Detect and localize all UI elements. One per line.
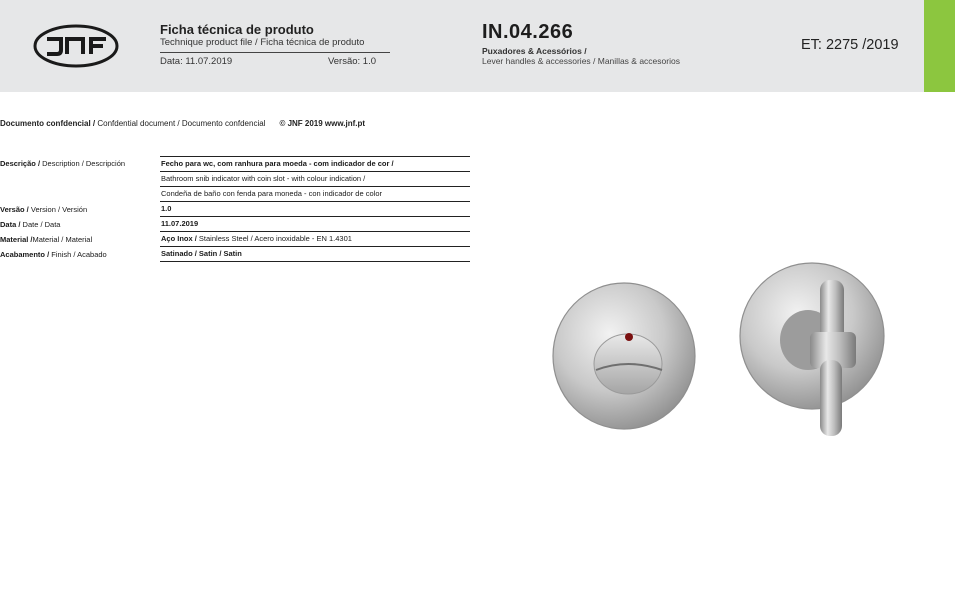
spec-label-empty: [0, 172, 160, 187]
spec-label-bold: Acabamento /: [0, 250, 50, 259]
reference-block: [482, 20, 782, 66]
jnf-logo: [33, 23, 119, 69]
spec-label-rest: Finish / Acabado: [49, 250, 107, 259]
product-category: Puxadores & Acessórios /: [482, 46, 587, 56]
document-date: Data: 11.07.2019: [160, 56, 233, 67]
snib-rose: [740, 263, 884, 436]
spec-label-version: [0, 202, 160, 217]
copyright: © JNF 2019 www.jnf.pt: [279, 119, 366, 128]
spec-label-rest: Version / Versión: [28, 205, 88, 214]
spec-label-rest: Description / Descripción: [40, 159, 126, 168]
product-category-sub: Lever handles & accessories / Manillas & accesorios: [482, 56, 680, 66]
spec-label-material: [0, 232, 160, 247]
spec-row-description: [0, 156, 470, 172]
spec-label-bold: Material /: [0, 235, 33, 244]
confidential-label: Documento confdencial /: [0, 119, 96, 128]
spec-row-version: [0, 202, 470, 217]
et-reference: ET: 2275 /2019: [801, 37, 899, 53]
document-title: Ficha técnica de produto: [160, 22, 314, 37]
spec-label-rest: Material / Material: [32, 235, 93, 244]
product-code: IN.04.266: [482, 21, 574, 43]
indicator-rose: [553, 283, 695, 429]
header: [0, 0, 955, 92]
spec-label-description: [0, 156, 160, 172]
spec-row-description-en: [0, 172, 470, 187]
spec-label-bold: Data /: [0, 220, 21, 229]
spec-table: [0, 156, 470, 262]
spec-value-description-pt: Fecho para wc, com ranhura para moeda - com indicador de cor /: [160, 156, 470, 172]
spec-value-material: [160, 232, 470, 247]
spec-label-bold: Descrição /: [0, 159, 41, 168]
spec-value-date: 11.07.2019: [160, 217, 470, 232]
spec-value-finish: Satinado / Satin / Satin: [160, 247, 470, 262]
spec-value-description-es: Condeña de baño con fenda para moneda - con indicador de color: [160, 187, 470, 202]
spec-label-rest: Date / Data: [20, 220, 61, 229]
product-image: [548, 258, 888, 448]
spec-label-finish: [0, 247, 160, 262]
spec-value-version: 1.0: [160, 202, 470, 217]
confidential-label-rest: Confdential document / Documento confdencial: [95, 119, 266, 128]
spec-label-date: [0, 217, 160, 232]
spec-value-bold: Aço Inox /: [161, 234, 197, 243]
spec-label-empty: [0, 187, 160, 202]
document-subtitle: Technique product file / Ficha técnica de produto: [160, 37, 390, 53]
spec-row-description-es: [0, 187, 470, 202]
spec-value-rest: Stainless Steel / Acero inoxidable - EN 1.4301: [196, 234, 352, 243]
document-meta: [160, 56, 390, 67]
spec-row-material: [0, 232, 470, 247]
spec-row-date: [0, 217, 470, 232]
spec-value-description-en: Bathroom snib indicator with coin slot - with colour indication /: [160, 172, 470, 187]
spec-label-bold: Versão /: [0, 205, 29, 214]
colour-indicator: [625, 333, 633, 341]
spec-row-finish: [0, 247, 470, 262]
document-version: Versão: 1.0: [327, 56, 376, 67]
accent-bar: [924, 0, 955, 92]
confidential-note: [0, 119, 365, 128]
title-block: [160, 22, 390, 67]
